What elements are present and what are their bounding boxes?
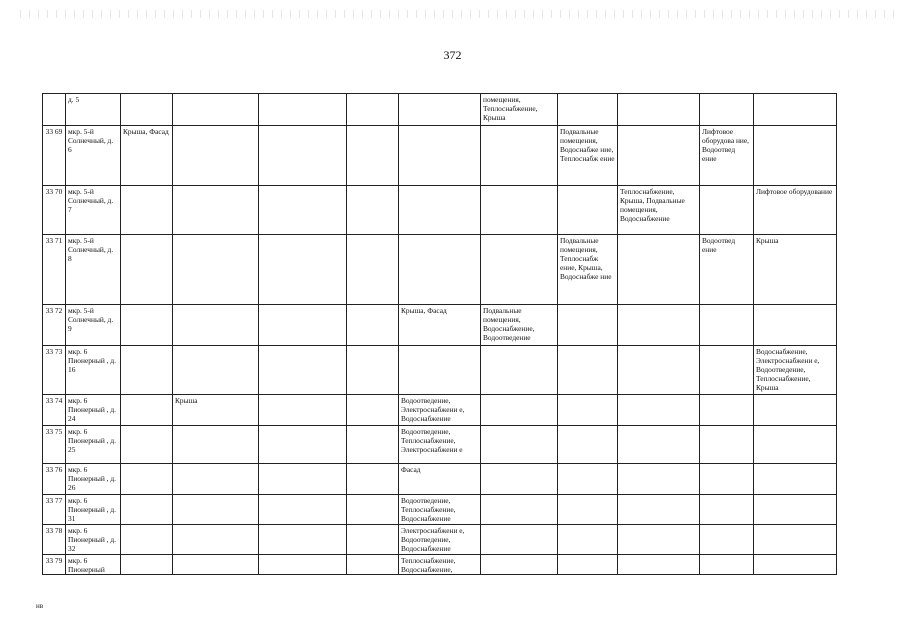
work-type-cell [259, 525, 347, 555]
work-type-cell [700, 346, 754, 395]
work-type-cell [618, 126, 700, 186]
work-type-cell [121, 464, 173, 495]
table-row [43, 495, 837, 525]
work-type-cell [481, 495, 558, 525]
work-type-cell [173, 186, 259, 235]
work-type-cell [173, 94, 259, 126]
work-type-cell [558, 426, 618, 464]
work-type-cell [259, 464, 347, 495]
scan-noise [20, 10, 900, 18]
work-type-cell [121, 525, 173, 555]
work-type-cell: Крыша [173, 395, 259, 426]
address-cell: мкр. 5-й Солнечный, д. 6 [66, 126, 121, 186]
work-type-cell [618, 495, 700, 525]
work-type-cell [754, 395, 837, 426]
row-number: 33 78 [43, 525, 66, 555]
work-type-cell: Теплоснабжение, Крыша, Подвальные помещения, Водоснабжение [618, 186, 700, 235]
work-type-cell [121, 426, 173, 464]
work-type-cell [399, 235, 481, 305]
work-type-cell [481, 395, 558, 426]
work-type-cell: Лифтовое оборудование [754, 186, 837, 235]
work-type-cell: Подвальные помещения, Водоснабжение, Водоотведение [481, 305, 558, 346]
work-type-cell [173, 555, 259, 575]
work-type-cell: Подвальные помещения, Водоснабже ние, Теплоснабж ение [558, 126, 618, 186]
work-type-cell [700, 94, 754, 126]
address-cell: мкр. 6 Пионерный , д. 24 [66, 395, 121, 426]
work-type-cell [618, 426, 700, 464]
work-type-cell [399, 186, 481, 235]
work-type-cell [121, 305, 173, 346]
work-type-cell [558, 395, 618, 426]
work-type-cell [259, 94, 347, 126]
work-type-cell [618, 305, 700, 346]
work-type-cell [481, 464, 558, 495]
work-type-cell [754, 464, 837, 495]
footer-mark: нв [36, 602, 44, 610]
table-row [43, 395, 837, 426]
work-type-cell [347, 395, 399, 426]
work-type-cell [399, 94, 481, 126]
work-type-cell [481, 186, 558, 235]
work-type-cell [121, 395, 173, 426]
work-type-cell [347, 126, 399, 186]
row-number: 33 73 [43, 346, 66, 395]
repair-schedule-table [42, 93, 837, 575]
work-type-cell [558, 94, 618, 126]
work-type-cell [700, 305, 754, 346]
work-type-cell [347, 235, 399, 305]
work-type-cell [700, 426, 754, 464]
address-cell: мкр. 6 Пионерный , д. 31 [66, 495, 121, 525]
work-type-cell [121, 555, 173, 575]
work-type-cell [259, 346, 347, 395]
row-number: 33 77 [43, 495, 66, 525]
work-type-cell [399, 126, 481, 186]
work-type-cell [700, 464, 754, 495]
work-type-cell [481, 426, 558, 464]
work-type-cell [347, 464, 399, 495]
work-type-cell [481, 235, 558, 305]
work-type-cell [558, 555, 618, 575]
work-type-cell [754, 525, 837, 555]
work-type-cell [259, 235, 347, 305]
work-type-cell [618, 525, 700, 555]
work-type-cell [754, 126, 837, 186]
work-type-cell [173, 305, 259, 346]
work-type-cell [259, 126, 347, 186]
work-type-cell [558, 525, 618, 555]
work-type-cell [259, 305, 347, 346]
work-type-cell [259, 395, 347, 426]
work-type-cell [618, 94, 700, 126]
work-type-cell [618, 464, 700, 495]
work-type-cell: Фасад [399, 464, 481, 495]
work-type-cell [754, 94, 837, 126]
page-number: 372 [443, 48, 462, 62]
work-type-cell [173, 235, 259, 305]
work-type-cell [618, 555, 700, 575]
work-type-cell [558, 464, 618, 495]
work-type-cell: Электроснабжени е, Водоотведение, Водоснабжение [399, 525, 481, 555]
work-type-cell [347, 94, 399, 126]
work-type-cell: Подвальные помещения, Теплоснабж ение, Крыша, Водоснабже ние [558, 235, 618, 305]
work-type-cell [121, 235, 173, 305]
work-type-cell [618, 235, 700, 305]
table-row [43, 346, 837, 395]
address-cell: мкр. 6 Пионерный , д. 32 [66, 525, 121, 555]
work-type-cell [347, 525, 399, 555]
work-type-cell: Водоотведение, Теплоснабжение, Водоснабжение [399, 495, 481, 525]
work-type-cell [173, 426, 259, 464]
row-number: 33 79 [43, 555, 66, 575]
work-type-cell [121, 346, 173, 395]
work-type-cell [347, 495, 399, 525]
work-type-cell [259, 426, 347, 464]
address-cell: мкр. 6 Пионерный , д. 26 [66, 464, 121, 495]
table-row [43, 525, 837, 555]
work-type-cell [173, 464, 259, 495]
table-row [43, 555, 837, 575]
row-number: 33 70 [43, 186, 66, 235]
work-type-cell: Водоотведение, Электроснабжени е, Водоснабжение [399, 395, 481, 426]
work-type-cell [259, 495, 347, 525]
work-type-cell [481, 346, 558, 395]
work-type-cell [618, 395, 700, 426]
work-type-cell: Водоотведение, Теплоснабжение, Электроснабжени е [399, 426, 481, 464]
work-type-cell [347, 555, 399, 575]
work-type-cell [173, 525, 259, 555]
work-type-cell: Водоотвед ение [700, 235, 754, 305]
work-type-cell [481, 126, 558, 186]
address-cell: мкр. 5-й Солнечный, д. 9 [66, 305, 121, 346]
row-number: 33 76 [43, 464, 66, 495]
work-type-cell [399, 346, 481, 395]
work-type-cell [481, 555, 558, 575]
row-number: 33 71 [43, 235, 66, 305]
work-type-cell [173, 495, 259, 525]
table-row [43, 235, 837, 305]
address-cell: мкр. 5-й Солнечный, д. 8 [66, 235, 121, 305]
work-type-cell: помещения, Теплоснабжение, Крыша [481, 94, 558, 126]
work-type-cell [558, 495, 618, 525]
work-type-cell [347, 426, 399, 464]
work-type-cell [347, 305, 399, 346]
work-type-cell [173, 126, 259, 186]
work-type-cell: Теплоснабжение, Водоснабжение, [399, 555, 481, 575]
work-type-cell: Лифтовое оборудова ние, Водоотвед ение [700, 126, 754, 186]
work-type-cell [754, 426, 837, 464]
table-row [43, 426, 837, 464]
work-type-cell [558, 305, 618, 346]
work-type-cell [700, 395, 754, 426]
work-type-cell [558, 346, 618, 395]
work-type-cell [754, 495, 837, 525]
table-row [43, 186, 837, 235]
work-type-cell [481, 525, 558, 555]
address-cell: мкр. 5-й Солнечный, д. 7 [66, 186, 121, 235]
work-type-cell [259, 186, 347, 235]
row-number: 33 72 [43, 305, 66, 346]
work-type-cell [121, 495, 173, 525]
work-type-cell [700, 525, 754, 555]
work-type-cell [121, 94, 173, 126]
work-type-cell [347, 346, 399, 395]
work-type-cell: Крыша [754, 235, 837, 305]
row-number: 33 69 [43, 126, 66, 186]
row-number [43, 94, 66, 126]
address-cell: мкр. 6 Пионерный , д. 16 [66, 346, 121, 395]
address-cell: мкр. 6 Пионерный [66, 555, 121, 575]
work-type-cell [700, 555, 754, 575]
work-type-cell: Водоснабжение, Электроснабжени е, Водоотведение, Теплоснабжение, Крыша [754, 346, 837, 395]
address-cell: мкр. 6 Пионерный , д. 25 [66, 426, 121, 464]
work-type-cell [259, 555, 347, 575]
work-type-cell: Крыша, Фасад [399, 305, 481, 346]
work-type-cell [558, 186, 618, 235]
table-row [43, 305, 837, 346]
work-type-cell: Крыша, Фасад [121, 126, 173, 186]
row-number: 33 74 [43, 395, 66, 426]
address-cell: д. 5 [66, 94, 121, 126]
work-type-cell [618, 346, 700, 395]
table-row [43, 126, 837, 186]
table-row [43, 464, 837, 495]
row-number: 33 75 [43, 426, 66, 464]
work-type-cell [700, 186, 754, 235]
work-type-cell [173, 346, 259, 395]
work-type-cell [754, 555, 837, 575]
work-type-cell [121, 186, 173, 235]
work-type-cell [347, 186, 399, 235]
table-row [43, 94, 837, 126]
work-type-cell [700, 495, 754, 525]
work-type-cell [754, 305, 837, 346]
